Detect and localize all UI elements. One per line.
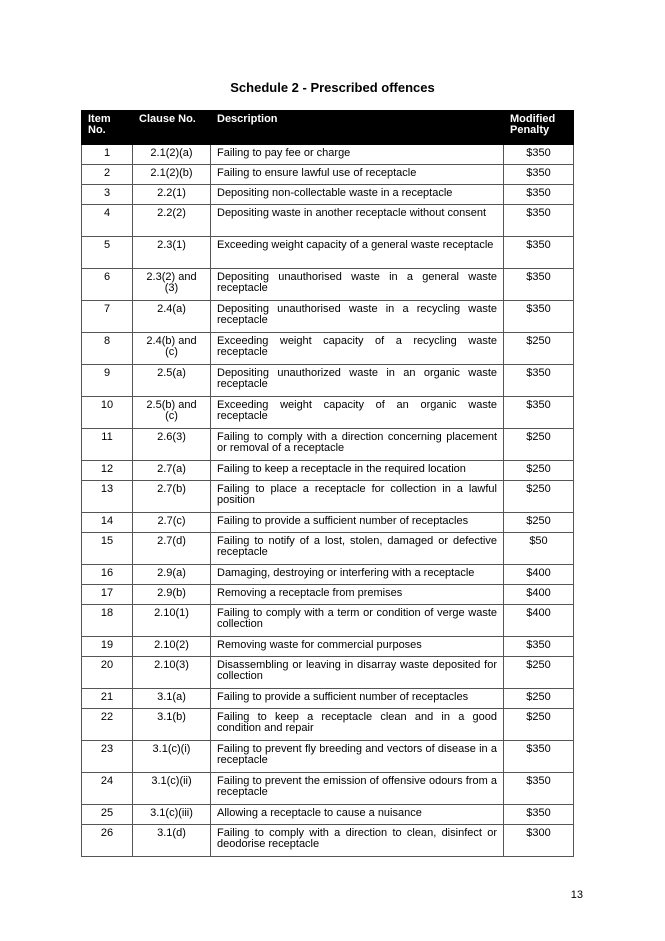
clause-cell: 2.7(d) (133, 533, 211, 565)
penalty-cell: $350 (504, 237, 574, 269)
description-cell: Damaging, destroying or interfering with a receptacle (211, 565, 504, 585)
header-modified-penalty: Modified Penalty (504, 111, 574, 145)
penalty-cell: $400 (504, 605, 574, 637)
table-row (82, 605, 574, 637)
table-row (82, 585, 574, 605)
page-number: 13 (570, 889, 583, 901)
table-row (82, 825, 574, 857)
clause-cell: 3.1(c)(iii) (133, 805, 211, 825)
clause-cell: 2.2(2) (133, 205, 211, 237)
clause-cell: 2.1(2)(b) (133, 165, 211, 185)
penalty-cell: $350 (504, 269, 574, 301)
clause-cell: 2.9(a) (133, 565, 211, 585)
clause-cell: 3.1(d) (133, 825, 211, 857)
table-row (82, 205, 574, 237)
penalty-cell: $250 (504, 709, 574, 741)
description-cell: Failing to comply with a term or condition of verge waste collection (211, 605, 504, 637)
table-row (82, 365, 574, 397)
table-row (82, 657, 574, 689)
item-cell: 4 (82, 205, 133, 237)
clause-cell: 2.10(3) (133, 657, 211, 689)
penalty-cell: $350 (504, 365, 574, 397)
item-cell: 18 (82, 605, 133, 637)
clause-cell: 2.4(a) (133, 301, 211, 333)
penalty-cell: $350 (504, 165, 574, 185)
description-cell: Depositing unauthorised waste in a recycling waste receptacle (211, 301, 504, 333)
description-cell: Disassembling or leaving in disarray waste deposited for collection (211, 657, 504, 689)
description-cell: Allowing a receptacle to cause a nuisance (211, 805, 504, 825)
item-cell: 8 (82, 333, 133, 365)
item-cell: 11 (82, 429, 133, 461)
item-cell: 19 (82, 637, 133, 657)
penalty-cell: $250 (504, 333, 574, 365)
penalty-cell: $400 (504, 565, 574, 585)
description-cell: Failing to ensure lawful use of receptacle (211, 165, 504, 185)
offences-table (81, 110, 574, 857)
table-header-row (82, 111, 574, 145)
penalty-cell: $350 (504, 805, 574, 825)
clause-cell: 2.5(a) (133, 365, 211, 397)
table-row (82, 533, 574, 565)
clause-cell: 2.3(1) (133, 237, 211, 269)
description-cell: Exceeding weight capacity of a recycling waste receptacle (211, 333, 504, 365)
penalty-cell: $250 (504, 461, 574, 481)
table-row (82, 145, 574, 165)
penalty-cell: $50 (504, 533, 574, 565)
table-body (82, 145, 574, 857)
clause-cell: 2.10(2) (133, 637, 211, 657)
table-row (82, 805, 574, 825)
table-row (82, 709, 574, 741)
page-title: Schedule 2 - Prescribed offences (230, 80, 435, 95)
penalty-cell: $250 (504, 657, 574, 689)
table-row (82, 565, 574, 585)
penalty-cell: $250 (504, 689, 574, 709)
header-clause-no: Clause No. (133, 111, 211, 145)
table-row (82, 333, 574, 365)
item-cell: 21 (82, 689, 133, 709)
description-cell: Failing to keep a receptacle in the required location (211, 461, 504, 481)
clause-cell: 2.7(c) (133, 513, 211, 533)
clause-cell: 2.10(1) (133, 605, 211, 637)
clause-cell: 2.6(3) (133, 429, 211, 461)
clause-cell: 2.5(b) and (c) (133, 397, 211, 429)
clause-cell: 3.1(a) (133, 689, 211, 709)
table-row (82, 637, 574, 657)
description-cell: Exceeding weight capacity of a general waste receptacle (211, 237, 504, 269)
item-cell: 25 (82, 805, 133, 825)
penalty-cell: $350 (504, 185, 574, 205)
description-cell: Depositing waste in another receptacle without consent (211, 205, 504, 237)
item-cell: 23 (82, 741, 133, 773)
item-cell: 6 (82, 269, 133, 301)
penalty-cell: $350 (504, 397, 574, 429)
clause-cell: 2.3(2) and (3) (133, 269, 211, 301)
description-cell: Failing to pay fee or charge (211, 145, 504, 165)
clause-cell: 2.4(b) and (c) (133, 333, 211, 365)
item-cell: 1 (82, 145, 133, 165)
clause-cell: 3.1(b) (133, 709, 211, 741)
clause-cell: 2.1(2)(a) (133, 145, 211, 165)
table-row (82, 461, 574, 481)
table-row (82, 689, 574, 709)
header-description: Description (211, 111, 504, 145)
table-row (82, 301, 574, 333)
penalty-cell: $250 (504, 429, 574, 461)
description-cell: Failing to prevent the emission of offensive odours from a receptacle (211, 773, 504, 805)
description-cell: Failing to place a receptacle for collection in a lawful position (211, 481, 504, 513)
clause-cell: 2.7(a) (133, 461, 211, 481)
description-cell: Removing waste for commercial purposes (211, 637, 504, 657)
description-cell: Exceeding weight capacity of an organic waste receptacle (211, 397, 504, 429)
item-cell: 9 (82, 365, 133, 397)
item-cell: 24 (82, 773, 133, 805)
item-cell: 17 (82, 585, 133, 605)
description-cell: Failing to provide a sufficient number of receptacles (211, 689, 504, 709)
header-item-no: Item No. (82, 111, 133, 145)
table-row (82, 773, 574, 805)
penalty-cell: $250 (504, 513, 574, 533)
item-cell: 16 (82, 565, 133, 585)
item-cell: 12 (82, 461, 133, 481)
clause-cell: 2.7(b) (133, 481, 211, 513)
item-cell: 15 (82, 533, 133, 565)
table-row (82, 165, 574, 185)
table-row (82, 513, 574, 533)
penalty-cell: $350 (504, 637, 574, 657)
description-cell: Failing to notify of a lost, stolen, damaged or defective receptacle (211, 533, 504, 565)
description-cell: Failing to comply with a direction to clean, disinfect or deodorise receptacle (211, 825, 504, 857)
penalty-cell: $350 (504, 145, 574, 165)
description-cell: Removing a receptacle from premises (211, 585, 504, 605)
table-row (82, 741, 574, 773)
item-cell: 13 (82, 481, 133, 513)
description-cell: Failing to prevent fly breeding and vectors of disease in a receptacle (211, 741, 504, 773)
table-row (82, 269, 574, 301)
item-cell: 20 (82, 657, 133, 689)
item-cell: 10 (82, 397, 133, 429)
item-cell: 2 (82, 165, 133, 185)
clause-cell: 3.1(c)(i) (133, 741, 211, 773)
table-row (82, 185, 574, 205)
penalty-cell: $400 (504, 585, 574, 605)
clause-cell: 2.9(b) (133, 585, 211, 605)
penalty-cell: $250 (504, 481, 574, 513)
item-cell: 7 (82, 301, 133, 333)
item-cell: 3 (82, 185, 133, 205)
table-row (82, 397, 574, 429)
item-cell: 22 (82, 709, 133, 741)
description-cell: Failing to provide a sufficient number of receptacles (211, 513, 504, 533)
clause-cell: 3.1(c)(ii) (133, 773, 211, 805)
description-cell: Depositing unauthorised waste in a general waste receptacle (211, 269, 504, 301)
table-row (82, 237, 574, 269)
item-cell: 26 (82, 825, 133, 857)
description-cell: Depositing non-collectable waste in a receptacle (211, 185, 504, 205)
table-row (82, 429, 574, 461)
description-cell: Failing to comply with a direction concerning placement or removal of a receptacle (211, 429, 504, 461)
item-cell: 14 (82, 513, 133, 533)
penalty-cell: $350 (504, 301, 574, 333)
description-cell: Depositing unauthorized waste in an organic waste receptacle (211, 365, 504, 397)
description-cell: Failing to keep a receptacle clean and in a good condition and repair (211, 709, 504, 741)
clause-cell: 2.2(1) (133, 185, 211, 205)
penalty-cell: $350 (504, 741, 574, 773)
table-row (82, 481, 574, 513)
penalty-cell: $350 (504, 773, 574, 805)
penalty-cell: $300 (504, 825, 574, 857)
penalty-cell: $350 (504, 205, 574, 237)
item-cell: 5 (82, 237, 133, 269)
